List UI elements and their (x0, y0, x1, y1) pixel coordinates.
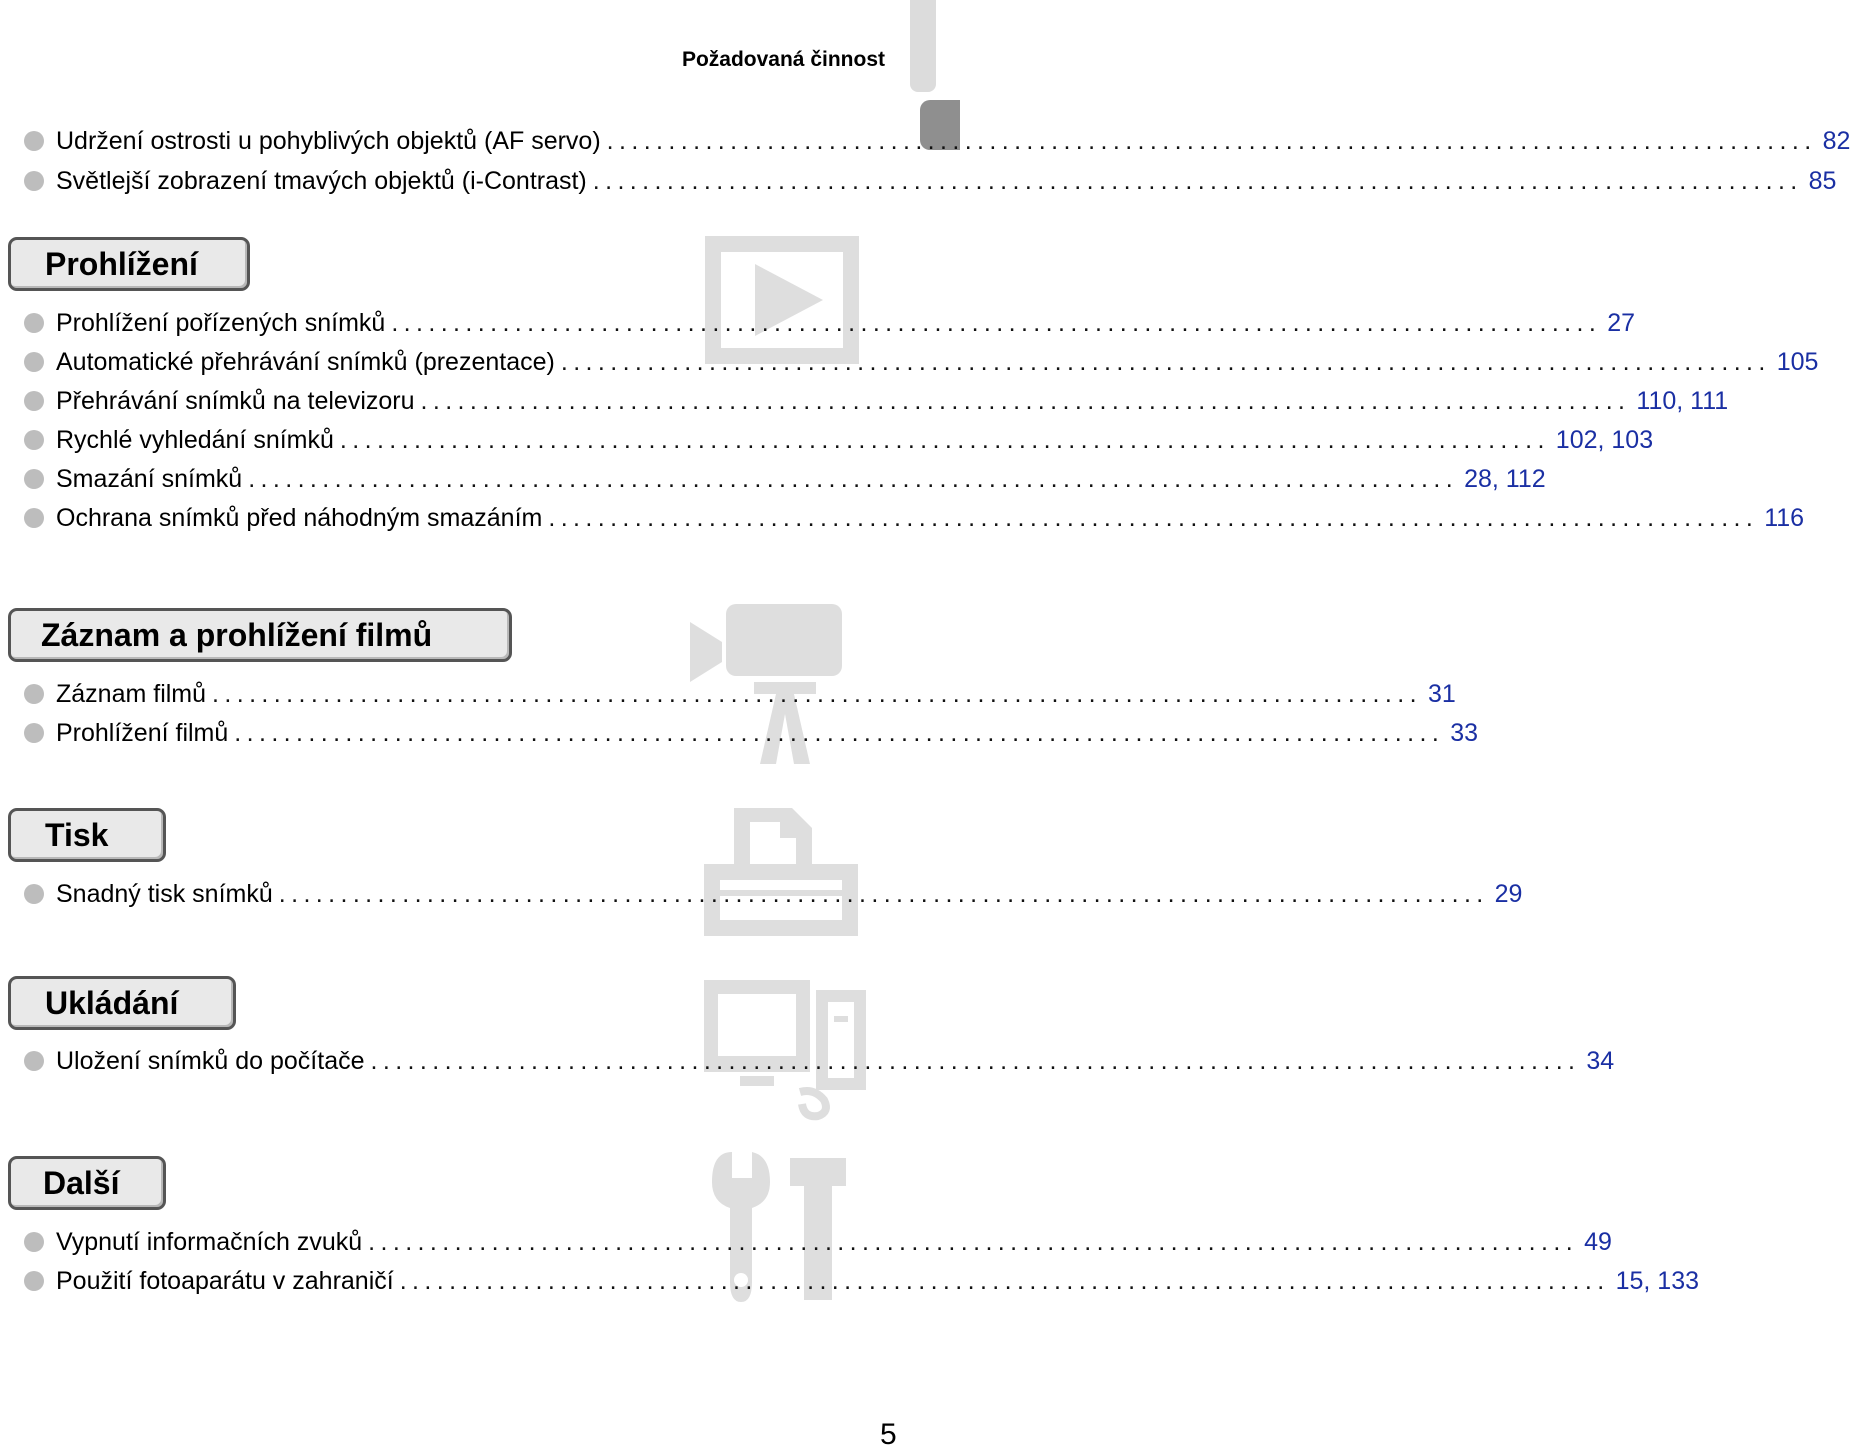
list-item[interactable]: Udržení ostrosti u pohyblivých objektů (AF servo) .................................................................................................. 82 (24, 124, 890, 158)
page-link[interactable]: 27 (1607, 309, 1636, 337)
bullet-icon (24, 1232, 44, 1252)
bullet-icon (24, 430, 44, 450)
bullet-icon (24, 313, 44, 333)
list-item[interactable]: Automatické přehrávání snímků (prezentace) .................................................................................................. 105 (24, 345, 890, 379)
page-link[interactable]: 105 (1776, 348, 1819, 376)
page-link[interactable]: 15, 133 (1615, 1267, 1700, 1295)
page-link[interactable]: 116 (1764, 504, 1805, 532)
list-item[interactable]: Použití fotoaparátu v zahraničí .................................................................................................. 15, 133 (24, 1264, 890, 1298)
bullet-icon (24, 1051, 44, 1071)
list-item[interactable]: Prohlížení filmů .................................................................................................. 33 (24, 716, 890, 750)
bullet-icon (24, 884, 44, 904)
bullet-icon (24, 1271, 44, 1291)
section-header-movies: Záznam a prohlížení filmů (8, 608, 512, 662)
page-link[interactable]: 102, 103 (1555, 426, 1654, 454)
printer-icon (704, 808, 858, 936)
leader-dots: .................................................................................................. (212, 680, 1422, 708)
page-link[interactable]: 28, 112 (1464, 465, 1546, 493)
bullet-icon (24, 508, 44, 528)
bullet-icon (24, 391, 44, 411)
leader-dots: .................................................................................................. (592, 167, 1803, 195)
bullet-icon (24, 171, 44, 191)
leader-dots: .................................................................................................. (248, 465, 1459, 493)
leader-dots: .................................................................................................. (278, 880, 1489, 908)
leader-dots: .................................................................................................. (560, 348, 1771, 376)
list-item[interactable]: Ochrana snímků před náhodným smazáním .................................................................................................. 116 (24, 501, 890, 535)
page-link[interactable]: 31 (1427, 680, 1456, 708)
bullet-icon (24, 469, 44, 489)
bullet-icon (24, 684, 44, 704)
bullet-icon (24, 131, 44, 151)
bullet-icon (24, 352, 44, 372)
leader-dots: .................................................................................................. (548, 504, 1759, 532)
page-link[interactable]: 82 (1822, 127, 1850, 155)
list-item[interactable]: Rychlé vyhledání snímků .................................................................................................. 102, 103 (24, 423, 890, 457)
thumb-tab-top (910, 0, 936, 92)
leader-dots: .................................................................................................. (234, 719, 1445, 747)
page-link[interactable]: 110, 111 (1636, 387, 1729, 415)
leader-dots: .................................................................................................. (391, 309, 1602, 337)
list-item[interactable]: Přehrávání snímků na televizoru .................................................................................................. 110, 111 (24, 384, 890, 418)
bullet-icon (24, 723, 44, 743)
page-header: Požadovaná činnost (681, 48, 885, 71)
leader-dots: .................................................................................................. (339, 426, 1550, 454)
leader-dots: .................................................................................................. (370, 1047, 1581, 1075)
section-header-save: Ukládání (8, 976, 236, 1030)
list-item[interactable]: Světlejší zobrazení tmavých objektů (i-Contrast) .................................................................................................. 85 (24, 164, 890, 198)
leader-dots: .................................................................................................. (420, 387, 1631, 415)
list-item[interactable]: Vypnutí informačních zvuků .................................................................................................. 49 (24, 1225, 890, 1259)
leader-dots: .................................................................................................. (606, 127, 1817, 155)
page-number: 5 (880, 1418, 897, 1451)
list-item[interactable]: Prohlížení pořízených snímků .................................................................................................. 27 (24, 306, 890, 340)
section-header-other: Další (8, 1156, 166, 1210)
list-item[interactable]: Záznam filmů .................................................................................................. 31 (24, 677, 890, 711)
list-item[interactable]: Smazání snímků .................................................................................................. 28, 112 (24, 462, 890, 496)
page-link[interactable]: 85 (1808, 167, 1837, 195)
leader-dots: .................................................................................................. (399, 1267, 1610, 1295)
list-item[interactable]: Uložení snímků do počítače .................................................................................................. 34 (24, 1044, 890, 1078)
page-link[interactable]: 29 (1494, 880, 1523, 908)
page-link[interactable]: 34 (1586, 1047, 1615, 1075)
list-item[interactable]: Snadný tisk snímků .................................................................................................. 29 (24, 877, 890, 911)
section-header-playback: Prohlížení (8, 237, 250, 291)
section-header-print: Tisk (8, 808, 166, 862)
leader-dots: .................................................................................................. (368, 1228, 1579, 1256)
page-link[interactable]: 33 (1450, 719, 1478, 747)
page-link[interactable]: 49 (1584, 1228, 1612, 1256)
